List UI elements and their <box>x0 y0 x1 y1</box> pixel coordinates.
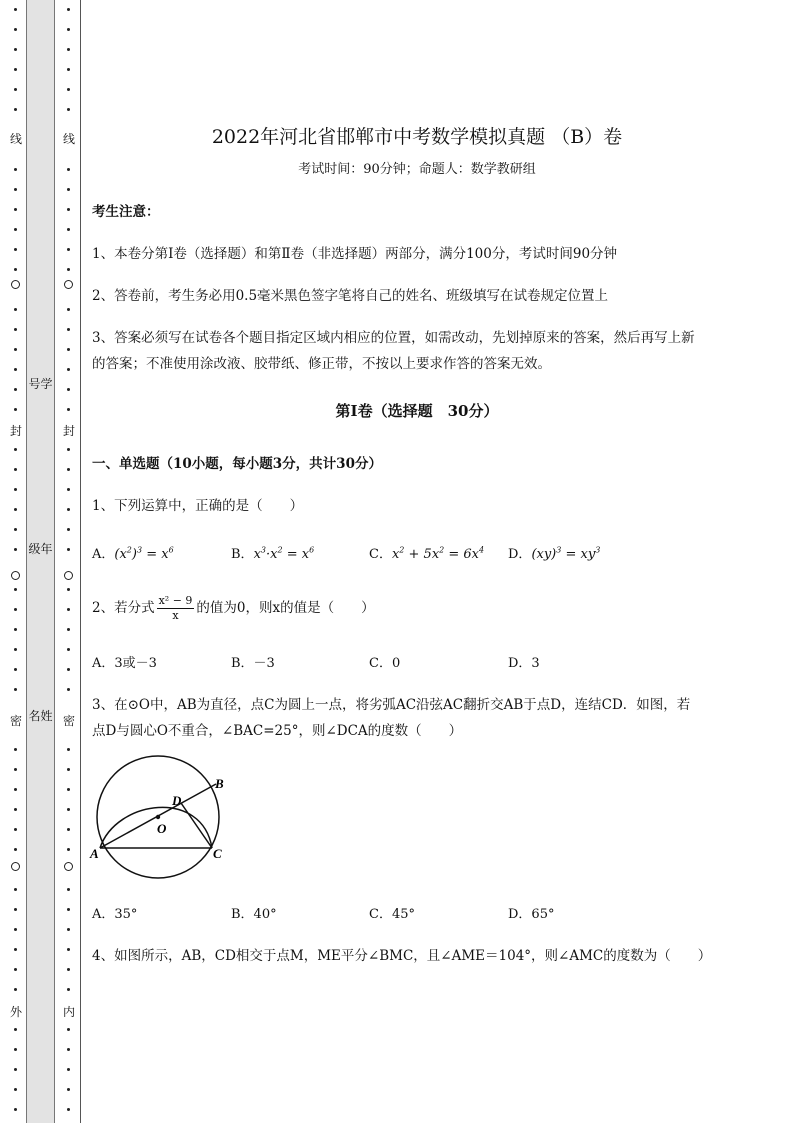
field-number-label: 号学 <box>28 377 53 391</box>
binding-dot <box>67 448 70 451</box>
binding-dot <box>14 248 17 251</box>
binding-dot <box>67 828 70 831</box>
binding-dot <box>67 168 70 171</box>
binding-dot <box>67 928 70 931</box>
binding-dot <box>14 1108 17 1111</box>
question-3-option-b: B．40° <box>231 907 277 922</box>
fraction-numerator: x² − 9 <box>158 594 193 607</box>
binding-dot <box>14 48 17 51</box>
binding-dot <box>67 848 70 851</box>
binding-dot <box>67 1048 70 1051</box>
student-info-strip <box>26 0 55 1123</box>
binding-dot <box>67 508 70 511</box>
binding-mark-mi: 密 <box>9 714 22 728</box>
binding-dot <box>14 688 17 691</box>
binding-circle <box>64 571 73 580</box>
binding-dot <box>14 168 17 171</box>
binding-dot <box>67 28 70 31</box>
question-4-stem: 4、如图所示，AB，CD相交于点M，ME平分∠BMC，且∠AME＝104°，则∠AMC的度数为（ ） <box>92 948 712 964</box>
binding-mark-xian-inner: 线 <box>62 132 75 146</box>
question-2-stem: 2、若分式 $\frac{\text{x² − 9}}{x}$ 的值为0，则x的值是（ ） <box>92 594 375 622</box>
label-b: B <box>215 776 224 791</box>
binding-dot <box>14 988 17 991</box>
binding-dot <box>14 888 17 891</box>
binding-dot <box>67 748 70 751</box>
binding-dot <box>67 468 70 471</box>
binding-dot <box>67 228 70 231</box>
binding-dots-outer <box>10 0 22 1123</box>
binding-dot <box>67 1108 70 1111</box>
binding-dot <box>14 28 17 31</box>
binding-dot <box>67 488 70 491</box>
question-2-option-b: B．－3 <box>231 656 275 671</box>
folded-arc <box>100 807 212 848</box>
binding-dot <box>14 548 17 551</box>
binding-dot <box>14 88 17 91</box>
binding-dot <box>67 1088 70 1091</box>
question-1-option-d: D．$(xy)^3 = xy^3$ <box>508 545 601 562</box>
binding-dot <box>67 348 70 351</box>
binding-dot <box>14 348 17 351</box>
binding-dot <box>14 748 17 751</box>
binding-dot <box>14 948 17 951</box>
binding-circle <box>11 280 20 289</box>
binding-dot <box>14 68 17 71</box>
binding-dot <box>67 688 70 691</box>
circle-geometry-figure <box>88 748 238 888</box>
binding-dot <box>67 268 70 271</box>
binding-dot <box>14 328 17 331</box>
question-3-line-1: 3、在⊙O中，AB为直径，点C为圆上一点，将劣弧AC沿弦AC翻折交AB于点D，连结CD．如图，若 <box>92 697 691 713</box>
binding-dot <box>67 948 70 951</box>
binding-dot <box>67 588 70 591</box>
binding-dot <box>14 1028 17 1031</box>
question-3-option-d: D．65° <box>508 907 555 922</box>
question-2-option-a: A．3或－3 <box>92 656 157 671</box>
binding-dot <box>67 768 70 771</box>
binding-dot <box>14 1048 17 1051</box>
notice-item-3-line-2: 的答案；不准使用涂改液、胶带纸、修正带，不按以上要求作答的答案无效。 <box>92 356 551 372</box>
binding-mark-xian: 线 <box>9 132 22 146</box>
binding-circle <box>64 862 73 871</box>
part-one-title: 第Ⅰ卷（选择题 30分） <box>335 402 499 420</box>
binding-dot <box>67 68 70 71</box>
binding-dot <box>14 668 17 671</box>
binding-dot <box>14 468 17 471</box>
binding-dot <box>14 928 17 931</box>
binding-dot <box>67 808 70 811</box>
fraction <box>157 594 195 623</box>
binding-dot <box>14 368 17 371</box>
binding-dot <box>67 788 70 791</box>
field-name-label: 名姓 <box>28 709 53 723</box>
binding-dot <box>14 768 17 771</box>
label-o: O <box>157 821 167 836</box>
section-heading: 一、单选题（10小题，每小题3分，共计30分） <box>92 456 382 472</box>
center-point <box>156 815 160 819</box>
binding-dot <box>14 968 17 971</box>
binding-dot <box>14 208 17 211</box>
binding-dot <box>14 808 17 811</box>
binding-dot <box>67 668 70 671</box>
binding-dot <box>14 8 17 11</box>
binding-dot <box>14 308 17 311</box>
binding-dot <box>67 188 70 191</box>
binding-dot <box>67 388 70 391</box>
binding-dot <box>14 848 17 851</box>
field-class-label: 级年 <box>28 542 53 556</box>
notice-item-3-line-1: 3、答案必须写在试卷各个题目指定区域内相应的位置，如需改动，先划掉原来的答案，然后再写上新 <box>92 330 695 346</box>
binding-circle <box>64 280 73 289</box>
binding-dot <box>67 8 70 11</box>
segment-cd <box>181 803 212 848</box>
label-c: C <box>213 846 222 861</box>
binding-dot <box>14 648 17 651</box>
binding-dot <box>67 988 70 991</box>
page-title: 2022年河北省邯郸市中考数学模拟真题 （B）卷 <box>211 126 623 148</box>
question-2-option-d: D．3 <box>508 656 540 671</box>
question-3-option-a: A．35° <box>92 907 138 922</box>
binding-dot <box>67 1068 70 1071</box>
binding-dot <box>67 88 70 91</box>
binding-dot <box>14 1088 17 1091</box>
binding-mark-feng: 封 <box>9 424 22 438</box>
binding-dot <box>67 248 70 251</box>
binding-mark-feng-inner: 封 <box>62 424 75 438</box>
binding-dot <box>14 228 17 231</box>
question-1-option-b: B．$x^3\cdot x^2 = x^6$ <box>231 545 315 562</box>
binding-dot <box>14 788 17 791</box>
binding-dot <box>67 308 70 311</box>
binding-circle <box>11 571 20 580</box>
binding-dot <box>14 408 17 411</box>
binding-mark-wai: 外 <box>9 1005 22 1019</box>
binding-dot <box>14 828 17 831</box>
binding-dot <box>67 48 70 51</box>
binding-dot <box>67 908 70 911</box>
binding-circle <box>11 862 20 871</box>
binding-dot <box>14 588 17 591</box>
binding-dot <box>67 628 70 631</box>
binding-dots-inner <box>63 0 75 1123</box>
question-1-option-a: A．$(x^2)^3 = x^6$ <box>92 545 174 562</box>
binding-dot <box>67 208 70 211</box>
binding-dot <box>67 608 70 611</box>
margin-rule <box>80 0 81 1123</box>
binding-dot <box>14 108 17 111</box>
binding-dot <box>67 1028 70 1031</box>
binding-dot <box>14 908 17 911</box>
binding-dot <box>14 268 17 271</box>
label-a: A <box>90 846 99 861</box>
binding-dot <box>14 528 17 531</box>
question-3-line-2: 点D与圆心O不重合，∠BAC=25°，则∠DCA的度数（ ） <box>92 723 463 739</box>
binding-dot <box>14 488 17 491</box>
binding-dot <box>67 548 70 551</box>
label-d: D <box>172 793 182 808</box>
question-2-option-c: C．0 <box>369 656 401 671</box>
binding-dot <box>67 528 70 531</box>
binding-mark-mi-inner: 密 <box>62 714 75 728</box>
binding-dot <box>67 968 70 971</box>
question-1-option-c: C．$x^2 + 5x^2 = 6x^4$ <box>369 545 485 562</box>
binding-dot <box>67 108 70 111</box>
binding-dot <box>67 888 70 891</box>
notice-item-2: 2、答卷前，考生务必用0.5毫米黑色签字笔将自己的姓名、班级填写在试卷规定位置上 <box>92 288 609 304</box>
binding-dot <box>14 608 17 611</box>
binding-dot <box>67 408 70 411</box>
exam-info: 考试时间：90分钟；命题人：数学教研组 <box>298 162 536 177</box>
binding-dot <box>14 628 17 631</box>
binding-dot <box>14 508 17 511</box>
notice-item-1: 1、本卷分第Ⅰ卷（选择题）和第Ⅱ卷（非选择题）两部分，满分100分，考试时间90分钟 <box>92 246 618 262</box>
binding-dot <box>67 648 70 651</box>
binding-dot <box>67 368 70 371</box>
binding-dot <box>14 448 17 451</box>
binding-dot <box>14 1068 17 1071</box>
binding-dot <box>67 328 70 331</box>
binding-dot <box>14 388 17 391</box>
question-3-option-c: C．45° <box>369 907 415 922</box>
binding-dot <box>14 188 17 191</box>
notice-heading: 考生注意： <box>92 204 160 220</box>
fraction-denominator: x <box>172 609 179 622</box>
binding-mark-nei: 内 <box>62 1005 75 1019</box>
question-1-stem: 1、下列运算中，正确的是（ ） <box>92 498 304 514</box>
